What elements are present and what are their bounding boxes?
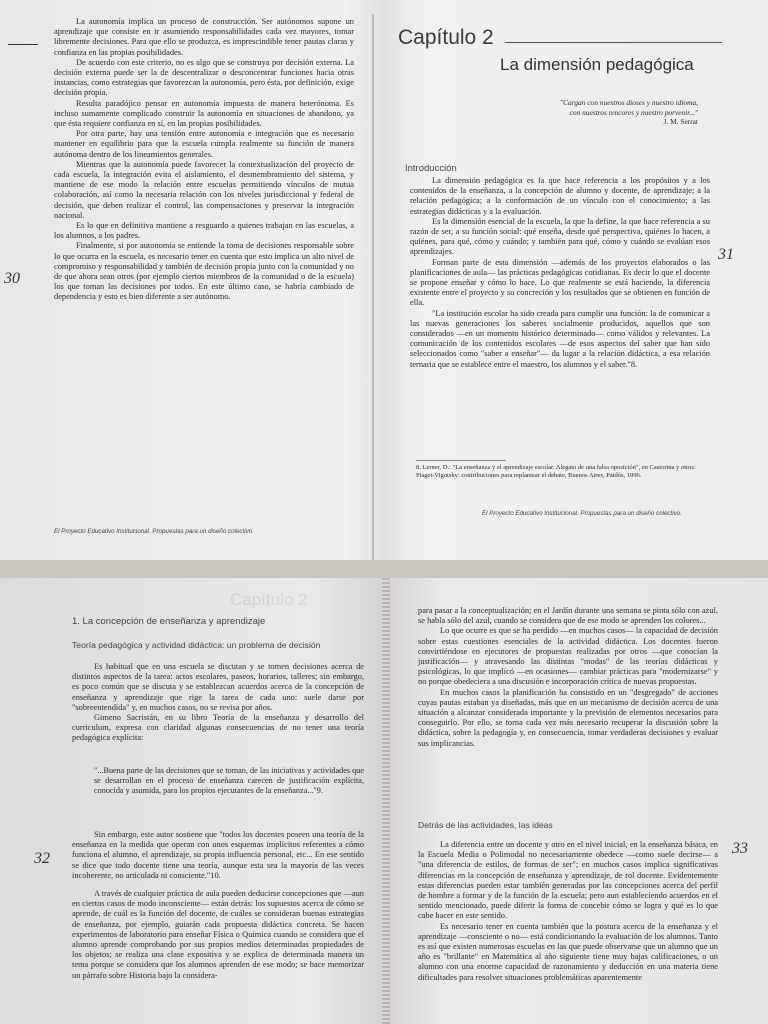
paragraph: A través de cualquier práctica de aula pueden deducirse concepciones que —aun en ciertos casos de modo inconsciente— están detrás: los supuestos acerca de cómo se aprende, de cuál es la función del docente, de cuáles se consideran buenas estrategias de enseñanza, por ejemplo, guiarán cada propuesta didáctica concreta. Se hacen experimentos de laboratorio para enseñar Física o Química cuando se considera que el alumno aprende comprobando por sus propios medios determinadas propiedades de los objetos; se realiza una clase expositiva y se explica de determinada manera un tema porque se considera que los alumnos aprenden de ese modo; se hace memorizar un párrafo sobre Historia bajo la considera- (72, 889, 364, 980)
paragraph: La diferencia entre un docente y otro en el nivel inicial, en la enseñanza básica, en la Escuela Media o Polimodal no necesariamente obedece —como suele decirse— a "una diferencia de estilos, de formas de ser"; en muchos casos implica significativas diferencias en la concepción de enseñanza y aprendizaje, de rol docente. Evidentemente estas diferencias pueden estar también generadas por las concepciones acerca del perfil de hombre a formar y de la función de la escuela; pero aun estableciendo acuerdos en el sentido mencionado, puede diferir la forma de concebir cómo se logra y qué es lo que cabe hacer en este sentido. (418, 840, 718, 921)
paragraph: Gimeno Sacristán, en su libro Teoría de la enseñanza y desarrollo del curriculum, expresa con claridad algunas consecuencias de no tener una teoría pedagógica explícita: (72, 713, 364, 743)
paragraph: Forman parte de esta dimensión —además de los proyectos elaborados o las planificaciones de aula— las prácticas pedagógicas cotidianas. Es decir lo que el docente se propone enseñar y cómo lo hace. Lo que realmente se está haciendo, la diferencia existente entre el proyecto y su concreción y los resultados que se obtienen en función de ella. (410, 257, 710, 308)
page-number: 30 (4, 270, 20, 287)
paragraph: Resulta paradójico pensar en autonomía impuesta de manera heterónoma. Es incluso sumamente complicado construir la autonomía en situaciones de abandono, ya que ésta requiere confianza en sí, en las propias posibilidades. (54, 98, 354, 129)
paragraph: De acuerdo con este criterio, no es algo que se construya por decisión externa. La decisión externa puede ser la de descentralizar o desconcentrar funciones hacia otras instancias, como estrategias que favorezcan la autonomía, pero ésta, por definición, exige decisión propia. (54, 57, 354, 98)
subsection-heading: Teoría pedagógica y actividad didáctica: un problema de decisión (72, 640, 321, 650)
scan-gap (0, 560, 768, 578)
page-32-text (72, 662, 364, 744)
chapter-label: Capítulo 2 (398, 26, 494, 49)
margin-mark (8, 44, 38, 45)
bottom-spread (0, 578, 768, 1024)
paragraph: Finalmente, si por autonomía se entiende la toma de decisiones responsable sobre lo que ocurra en la escuela, es necesario tener en cuenta que esto implica un alto nivel de compromiso y responsabilidad y también de decisión propia junto con la comunidad y no de que ahora sean otros (por ejemplo ciertos miembros de la comunidad o de la escuela) los que toman las decisiones por todos. En este último caso, se habría cambiado de dependencia y esto es bien diferente a ser autónomo. (54, 241, 354, 302)
page-footer: El Proyecto Educativo Institucional. Propuestas para un diseño colectivo. (482, 510, 682, 517)
paragraph: En muchos casos la planificación ha consistido en un "desgregado" de acciones cuyas pautas estaban ya diseñadas, más que en un mecanismo de decisión acerca de una situación a alcanzar considerada importante y la previsión de elementos necesarios para conseguirlo. Por ello, se torna cada vez más necesario recuperar la discusión sobre la didáctica, sobre la pedagogía y, en consecuencia, tomar verdaderas decisiones y evaluar sus implicancias. (418, 687, 718, 748)
page-33-text-continued (418, 840, 718, 983)
page-number: 32 (34, 850, 50, 867)
page-32-text-continued (72, 830, 364, 981)
book-gutter (382, 578, 390, 1024)
paragraph: Por otra parte, hay una tensión entre autonomía e integración que es necesario mantener en equilibrio para que la escuela cumpla realmente su función de manera autónoma dentro de los lineamientos generales. (54, 129, 354, 159)
epigraph-author: J. M. Serrat (663, 117, 698, 126)
page-footer: El Proyecto Educativo Institucional. Propuestas para un diseño colectivo. (54, 528, 254, 535)
footnote: 8. Lerner, D.: "La enseñanza y el aprendizaje escolar. Alegato de una falsa oposición", en Castorina y otros: Piaget-Vigotsky: contribuciones para replantear el debate, Buenos Aires, Paidós, 1996. (416, 464, 696, 480)
paragraph: Mientras que la autonomía puede favorecer la contextualización del proyecto de cada escuela, la integración evita el aislamiento, el desmembramiento del sistema, y mantiene de ese modo la relación entre escuelas permitiendo vínculos de mutua colaboración, así como la necesaria relación con los niveles jurisdiccional y federal de decisión, que deben realizar el control, las compensaciones y preservar la integración nacional. (54, 159, 354, 220)
section-heading: Introducción (405, 163, 457, 174)
paragraph: Es lo que en definitiva mantiene a resguardo a quienes trabajan en las escuelas, a los alumnos, a los padres. (54, 221, 354, 241)
footnote-rule (416, 460, 506, 461)
page-number: 33 (732, 840, 748, 857)
bleed-through-text: Capítulo 2 (230, 590, 308, 609)
paragraph: "La institución escolar ha sido creada para cumplir una función: la de comunicar a las nuevas generaciones los saberes socialmente producidos, aquellos que son considerados —en un momento histórico determinado— como válidos y relevantes. La comunicación de los contenidos escolares —de esos aspectos del saber que han sido seleccionados como "saber a enseñar"— da lugar a la relación didáctica, a esa relación ternaria que se establece entre el maestro, los alumnos y el saber."8. (410, 308, 710, 369)
epigraph (480, 98, 698, 127)
epigraph-line: "Cargan con nuestros dioses y nuestro idioma, (560, 98, 698, 107)
paragraph: Es necesario tener en cuenta también que la postura acerca de la enseñanza y el aprendizaje —consciente o no— está condicionando la evaluación de los alumnos. Tanto es así que existen numerosas escuelas en las que puede observarse que un alumno que un año es "brillante" en Matemática al año siguiente tiene muy bajas calificaciones, o un alumno con una enorme capacidad de razonamiento y deducción en una materia tiene dificultades para resolver situaciones problemáticas aparentemente (418, 921, 718, 982)
page-33-text (418, 606, 718, 749)
page-30-text (54, 17, 354, 303)
paragraph: Es la dimensión esencial de la escuela, la que la define, la que hace referencia a su razón de ser, a su función social: qué enseña, desde qué perspectiva, quiénes lo hacen, a quiénes, para qué, cómo y cuándo; y también para qué, cómo y cuándo se evalúan esos aprendizajes. (410, 216, 710, 257)
paragraph: La autonomía implica un proceso de construcción. Ser autónomos supone un aprendizaje que consiste en ir asumiendo responsabilidades cada vez mayores, tomar libremente decisiones. Para que ello se produzca, es imprescindible tener pautas claras y confianza en las propias posibilidades. (54, 17, 354, 57)
page-31-text (410, 176, 710, 370)
paragraph: La dimensión pedagógica es la que hace referencia a los propósitos y a los contenidos de la enseñanza, a la concepción de alumno y docente, de aprendizaje; a la relación pedagógica; a la conformación de un vínculo con el conocimiento; a las estrategias didácticas y a la evaluación. (410, 176, 710, 216)
paragraph: Sin embargo, este autor sostiene que "todos los docentes poseen una teoría de la enseñanza en la medida que operan con unos esquemas implícitos referentes a cómo funciona el alumno, el aprendizaje, su propia influencia personal, etc... En ese sentido se dice que todo docente tiene una teoría, aunque esta sea la mayoría de las veces incoherente, no articulada ni consciente."10. (72, 830, 364, 880)
paragraph: para pasar a la conceptualización; en el Jardín durante una semana se pinta sólo con azul, se habla sólo del azul, cuando se considera que de ese modo se aprenden los colores... (418, 606, 718, 626)
epigraph-line: con nuestros rencores y nuestro porvenir..." (569, 107, 698, 117)
chapter-title: La dimensión pedagógica (500, 55, 694, 74)
book-gutter (372, 14, 374, 560)
section-heading: 1. La concepción de enseñanza y aprendizaje (72, 616, 266, 627)
subsection-heading: Detrás de las actividades, las ideas (418, 820, 553, 830)
chapter-rule (505, 42, 722, 43)
paragraph: Lo que ocurre es que se ha perdido —en muchos casos— la capacidad de decisión sobre estas cuestiones esenciales de la actividad didáctica. Los docentes fueron convirtiéndose en ejecutores de propuestas realizadas por otros —que conocían la justificación— y atravesando las distintas "modas" de las teorías didácticas y psicológicas, lo que implicó —en ocasiones— cambiar prácticas para "modernizarse" y no porque obedeciera a una discusión e incorporación crítica de nuevas propuestas. (418, 626, 718, 687)
page-number: 31 (718, 246, 734, 263)
block-quote: "...Buena parte de las decisiones que se toman, de las iniciativas y actividades que se desarrollan en el proceso de enseñanza carecen de justificación explícita, conocida y asumida, para los propios ejecutantes de la enseñanza..."9. (94, 766, 364, 795)
paragraph: Es habitual que en una escuela se discutan y se tomen decisiones acerca de distintos aspectos de la tarea: actos escolares, paseos, horarios, talleres; sin embargo, es poco común que se discuta y se establezcan acuerdos acerca de la concepción de enseñanza y aprendizaje que rige la tarea de cada uno: suele darse por "sobreentendida" y, en muchos casos, no se revisa por años. (72, 662, 364, 712)
